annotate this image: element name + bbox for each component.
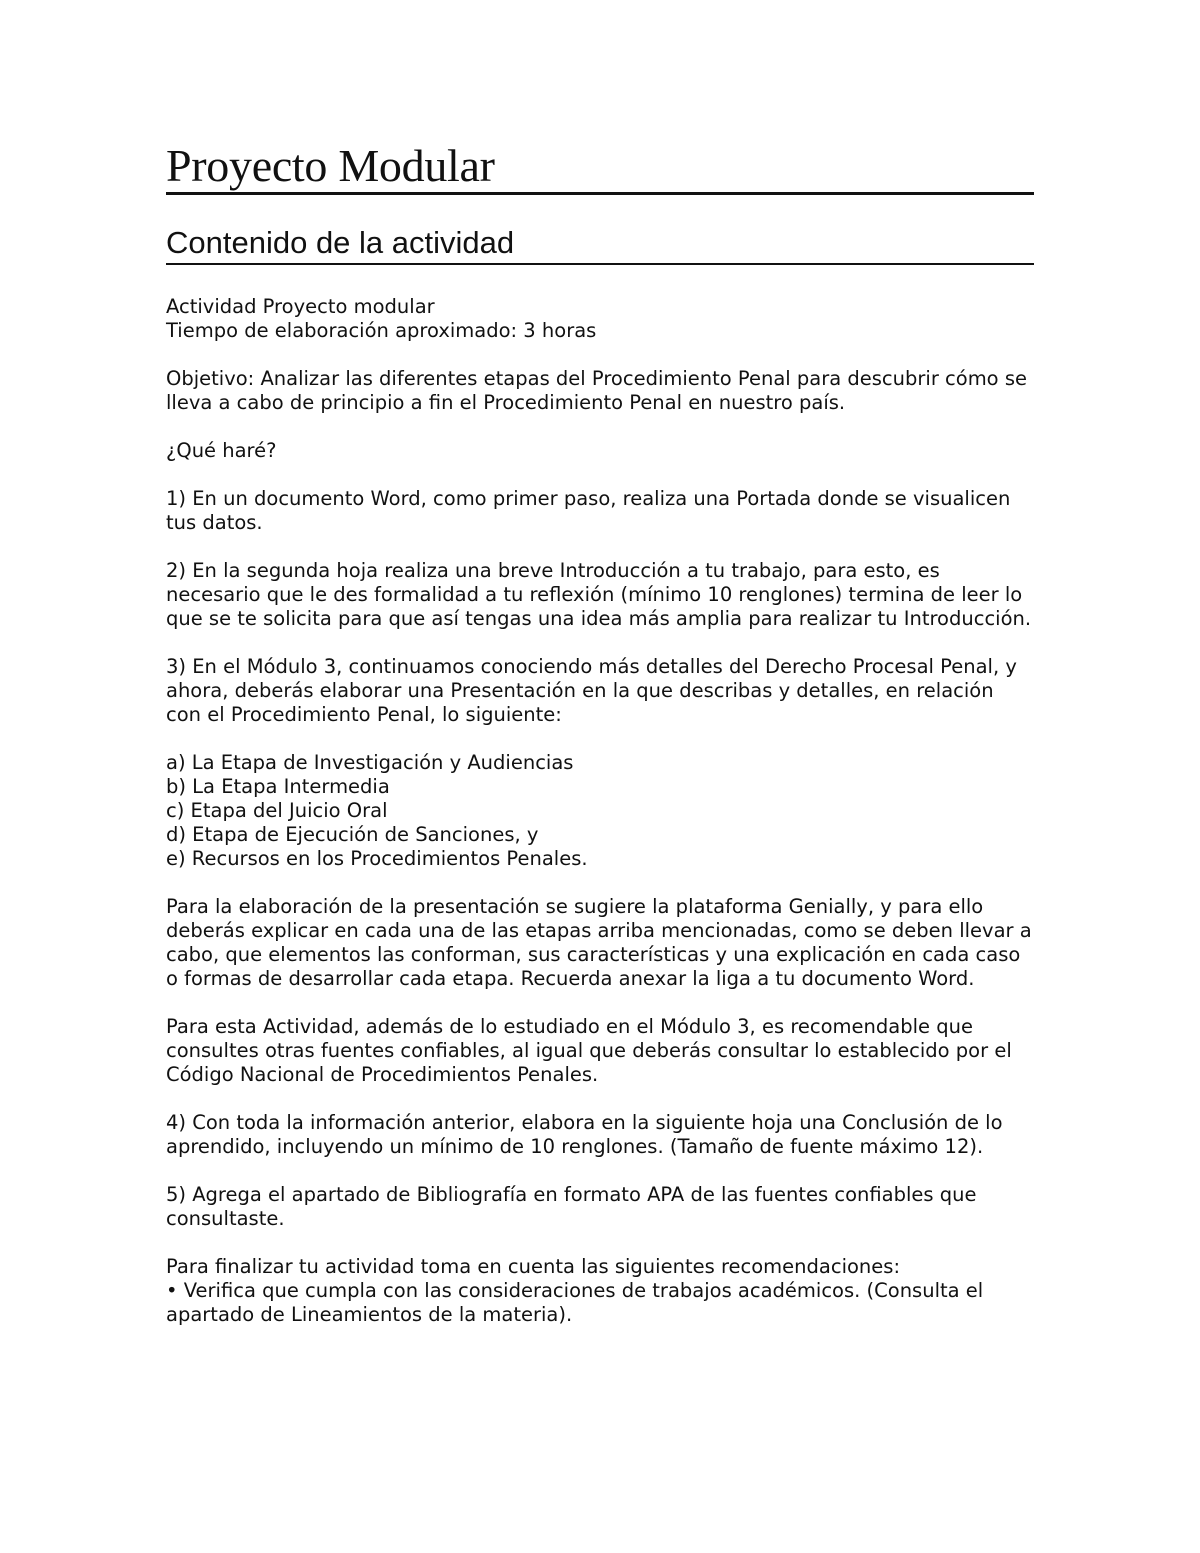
final-bullet: • Verifica que cumpla con las consideraciones de trabajos académicos. (Consulta el apartado de Lineamientos de la materia).	[166, 1279, 984, 1326]
step-1-paragraph: 1) En un documento Word, como primer paso, realiza una Portada donde se visualicen tus datos.	[166, 487, 1011, 534]
final-recommendations	[166, 1255, 1034, 1327]
section-heading: Contenido de la actividad	[166, 225, 1034, 265]
document-page	[166, 140, 1034, 1351]
objective-paragraph: Objetivo: Analizar las diferentes etapas del Procedimiento Penal para descubrir cómo se lleva a cabo de principio a fin el Procedimiento Penal en nuestro país.	[166, 367, 1027, 414]
final-intro: Para finalizar tu actividad toma en cuenta las siguientes recomendaciones:	[166, 1255, 901, 1278]
step-5-paragraph: 5) Agrega el apartado de Bibliografía en formato APA de las fuentes confiables que consultaste.	[166, 1183, 977, 1230]
activity-name: Actividad Proyecto modular	[166, 295, 435, 318]
step-2-paragraph: 2) En la segunda hoja realiza una breve Introducción a tu trabajo, para esto, es necesario que le des formalidad a tu reflexión (mínimo 10 renglones) termina de leer lo que se te solicita para que así tengas una idea más amplia para realizar tu Introducción.	[166, 559, 1032, 630]
list-item: b) La Etapa Intermedia	[166, 775, 390, 798]
step-4-paragraph: 4) Con toda la información anterior, elabora en la siguiente hoja una Conclusión de lo aprendido, incluyendo un mínimo de 10 renglones. (Tamaño de fuente máximo 12).	[166, 1111, 1003, 1158]
presentation-paragraph: Para la elaboración de la presentación se sugiere la plataforma Genially, y para ello deberás explicar en cada una de las etapas arriba mencionadas, como se deben llevar a cabo, que elementos las conforman, sus características y una explicación en cada caso o formas de desarrollar cada etapa. Recuerda anexar la liga a tu documento Word.	[166, 895, 1032, 990]
step-3-paragraph: 3) En el Módulo 3, continuamos conociendo más detalles del Derecho Procesal Penal, y ahora, deberás elaborar una Presentación en la que describas y detalles, en relación con el Procedimiento Penal, lo siguiente:	[166, 655, 1017, 726]
page-title: Proyecto Modular	[166, 140, 1034, 195]
activity-time: Tiempo de elaboración aproximado: 3 horas	[166, 319, 597, 342]
question-heading: ¿Qué haré?	[166, 439, 277, 462]
list-item: d) Etapa de Ejecución de Sanciones, y	[166, 823, 539, 846]
stages-list	[166, 751, 1034, 871]
list-item: a) La Etapa de Investigación y Audiencias	[166, 751, 574, 774]
list-item: c) Etapa del Juicio Oral	[166, 799, 388, 822]
list-item: e) Recursos en los Procedimientos Penales.	[166, 847, 588, 870]
sources-paragraph: Para esta Actividad, además de lo estudiado en el Módulo 3, es recomendable que consultes otras fuentes confiables, al igual que deberás consultar lo establecido por el Código Nacional de Procedimientos Penales.	[166, 1015, 1012, 1086]
document-body	[166, 295, 1034, 1327]
activity-info	[166, 295, 1034, 343]
